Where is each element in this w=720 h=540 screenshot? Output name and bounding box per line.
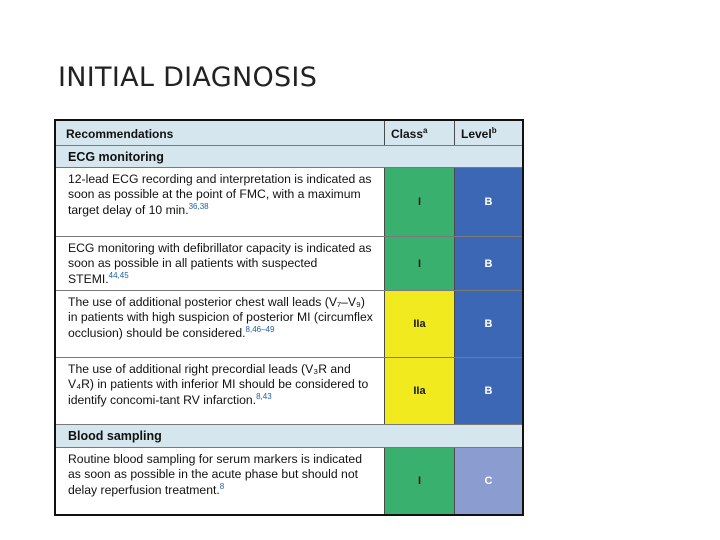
recommendation-text: Routine blood sampling for serum markers is indicated as soon as possible in the acute phase but should not delay reperfusion treatment.$^8$ — [56, 448, 385, 514]
level-cell — [455, 237, 522, 290]
table-row — [56, 291, 522, 358]
level-value: B — [484, 318, 493, 330]
table-row — [56, 358, 522, 425]
class-value: IIa — [413, 385, 426, 397]
recommendation-text: 12-lead ECG recording and interpretation is indicated as soon as possible at the point of FMC, with a maximum target delay of 10 min.$^{36,38}$ — [56, 168, 385, 236]
class-cell — [385, 358, 455, 424]
class-cell — [385, 237, 455, 290]
recommendations-table — [54, 119, 524, 516]
header-recommendations: Recommendations — [56, 121, 385, 145]
class-value: I — [417, 196, 422, 208]
class-value: IIa — [413, 318, 426, 330]
section-label: Blood sampling — [68, 429, 162, 443]
class-cell — [385, 168, 455, 236]
table-row — [56, 237, 522, 291]
class-cell — [385, 448, 455, 514]
level-value: C — [484, 475, 493, 487]
level-value: B — [484, 385, 493, 397]
level-cell — [455, 168, 522, 236]
table-header-row — [56, 121, 522, 146]
level-value: B — [484, 257, 493, 270]
level-cell — [455, 358, 522, 424]
section-ecg-monitoring — [56, 146, 522, 168]
level-value: B — [484, 196, 493, 208]
table-row — [56, 168, 522, 237]
level-cell — [455, 448, 522, 514]
slide-title: INITIAL DIAGNOSIS — [58, 62, 318, 93]
header-level: Level$^b$ — [461, 126, 497, 141]
header-class: Class$^a$ — [385, 121, 455, 145]
class-cell — [385, 291, 455, 357]
recommendation-text: ECG monitoring with defibrillator capacity is indicated as soon as possible in all patients with suspected STEMI.$^{44,45}$ — [56, 237, 385, 290]
class-value: I — [417, 257, 422, 270]
section-blood-sampling — [56, 425, 522, 448]
recommendation-text: The use of additional posterior chest wall leads (V₇–V₉) in patients with high suspicion of posterior MI (circumflex occlusion) should be considered.$^{8,46-49}$ — [56, 291, 385, 357]
recommendation-text: The use of additional right precordial leads (V₃R and V₄R) in patients with inferior MI should be considered to identify concomi-tant RV infarction.$^{8,43}$ — [56, 358, 385, 424]
level-cell — [455, 291, 522, 357]
section-label: ECG monitoring — [68, 150, 164, 164]
class-value: I — [417, 475, 422, 487]
table-row — [56, 448, 522, 514]
